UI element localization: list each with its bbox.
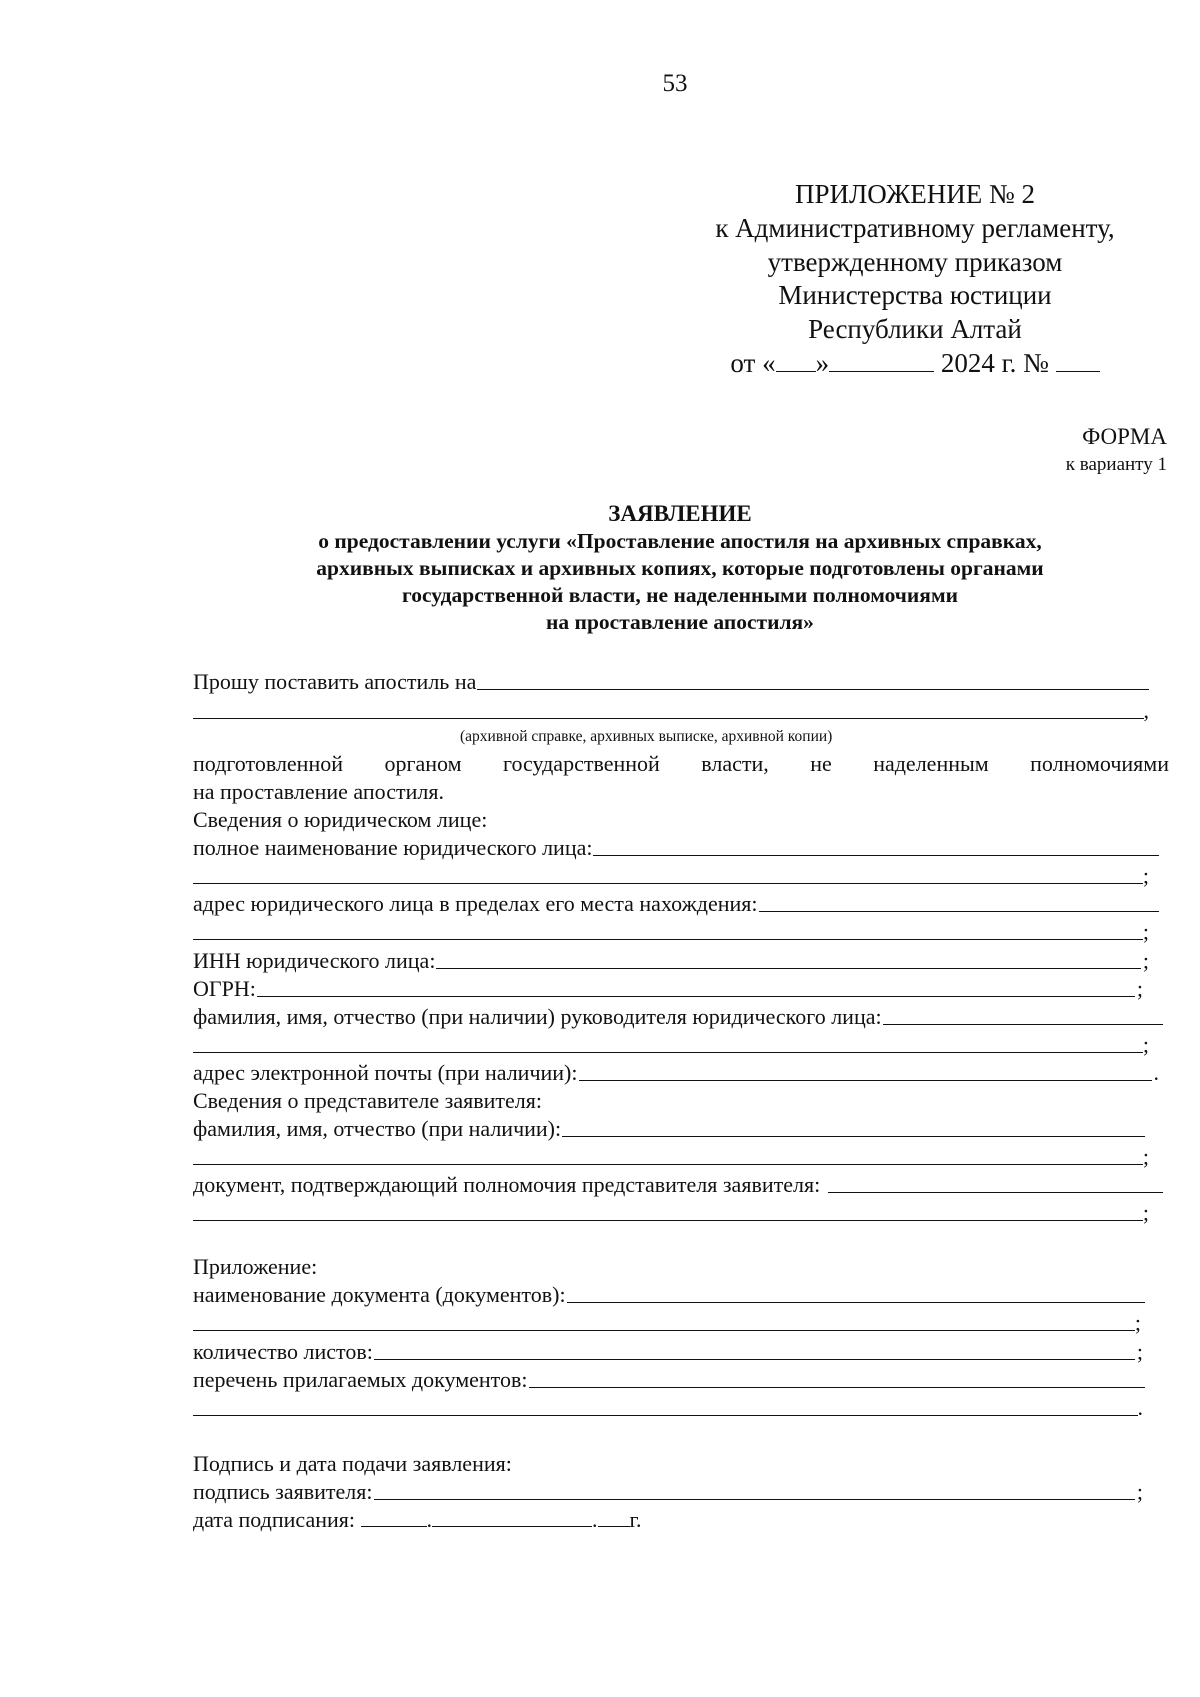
request-hint: (архивной справке, архивных выписке, архивной копии) [460,728,833,745]
attachment-list-line-2 [193,1394,1143,1421]
head-name-blank-2[interactable] [193,1052,1143,1053]
page-number: 53 [662,70,688,97]
legal-address-blank[interactable] [759,911,1159,912]
sheet-count-field [193,1338,1143,1365]
request-field [193,668,1149,695]
title-line-3: государственной власти, не наделенными полномочиями [402,583,958,607]
prepared-word: государственной [503,751,660,776]
email-blank[interactable] [579,1080,1152,1081]
signature-field [193,1478,1143,1505]
semicolon: ; [1134,1310,1141,1335]
attachment-doc-name-line-2 [193,1309,1141,1336]
semicolon: ; [1142,919,1149,944]
rep-document-field [193,1171,1163,1198]
title-line-4: на проставление апостиля» [546,610,814,634]
title-line-2: архивных выписках и архивных копиях, которые подготовлены органами [316,556,1044,580]
approval-date-line [630,347,1200,380]
head-name-blank[interactable] [883,1024,1163,1025]
year-suffix: г. [629,1507,642,1532]
legal-address-line-2 [193,918,1149,945]
semicolon: ; [1136,976,1143,1001]
rep-document-label: документ, подтверждающий полномочия представителя заявителя: [193,1172,821,1197]
day-blank[interactable] [776,351,816,372]
legal-address-field [193,890,1159,917]
prepared-word: власти, [701,751,769,776]
dot: . [426,1507,432,1532]
legal-address-blank-2[interactable] [193,939,1143,940]
dot: . [592,1507,598,1532]
signing-date-label: дата подписания: [193,1507,355,1532]
legal-full-name-line-2 [193,862,1149,889]
inn-field [193,947,1149,974]
rep-name-blank[interactable] [562,1136,1145,1137]
ogrn-blank[interactable] [257,996,1135,997]
ogrn-field [193,975,1143,1002]
approval-line-ministry: Министерства юстиции [778,280,1052,310]
semicolon: ; [1142,1032,1149,1057]
inn-label: ИНН юридического лица: [193,948,436,973]
approval-line-regulation: к Административному регламенту, [715,213,1115,243]
title-block [170,500,1190,650]
rep-document-blank[interactable] [828,1192,1163,1193]
comma: , [1143,698,1149,723]
date-mid: » [815,348,830,378]
prepared-word: наделенным [873,751,989,776]
head-name-field [193,1003,1163,1030]
prepared-word: полномочиями [1030,751,1169,776]
legal-full-name-field [193,834,1159,861]
approval-title: ПРИЛОЖЕНИЕ № 2 [794,179,1036,209]
signing-date-line [193,1506,642,1533]
rep-name-line-2 [193,1143,1149,1170]
form-variant: к варианту 1 [1065,454,1167,475]
attachment-list-label: перечень прилагаемых документов: [193,1367,528,1392]
period: . [1137,1395,1143,1420]
sheet-count-blank[interactable] [374,1359,1135,1360]
prepared-word: органом [384,751,462,776]
rep-heading: Сведения о представителе заявителя: [193,1088,542,1113]
prepared-line [193,750,1169,777]
document-title: ЗАЯВЛЕНИЕ [608,501,752,526]
legal-full-name-blank-2[interactable] [193,883,1143,884]
ogrn-label: ОГРН: [193,976,256,1001]
request-blank[interactable] [477,689,1149,690]
prepared-line-2: на проставление апостиля. [193,779,444,804]
attachment-doc-name-field [193,1281,1145,1308]
attachment-doc-name-blank-2[interactable] [193,1330,1135,1331]
signature-label: подпись заявителя: [193,1479,373,1504]
legal-heading: Сведения о юридическом лице: [193,807,488,832]
signature-blank[interactable] [374,1499,1135,1500]
inn-blank[interactable] [436,968,1140,969]
request-line-2 [193,697,1149,724]
approval-line-approved: утвержденному приказом [767,247,1063,277]
attachment-list-blank[interactable] [529,1387,1145,1388]
attachment-list-blank-2[interactable] [193,1415,1138,1416]
semicolon: ; [1142,948,1149,973]
date-year: 2024 г. № [940,348,1049,378]
title-line-1: о предоставлении услуги «Проставление апостиля на архивных справках, [318,529,1042,553]
request-label: Прошу поставить апостиль на [193,669,477,694]
rep-document-blank-2[interactable] [193,1220,1143,1221]
rep-name-blank-2[interactable] [193,1164,1143,1165]
month-blank[interactable] [829,351,934,372]
date-prefix: от « [730,348,776,378]
attachment-doc-name-label: наименование документа (документов): [193,1282,566,1307]
prepared-word: подготовленной [193,751,344,776]
rep-document-line-2 [193,1199,1149,1226]
prepared-word: не [810,751,832,776]
attachment-list-field [193,1366,1145,1393]
semicolon: ; [1142,1200,1149,1225]
approval-line-republic: Республики Алтай [808,314,1022,344]
signing-month-blank[interactable] [432,1506,592,1527]
attachment-doc-name-blank[interactable] [567,1302,1145,1303]
email-label: адрес электронной почты (при наличии): [193,1060,578,1085]
signing-day-blank[interactable] [361,1506,427,1527]
legal-full-name-label: полное наименование юридического лица: [193,835,593,860]
semicolon: ; [1136,1479,1143,1504]
legal-address-label: адрес юридического лица в пределах его места нахождения: [193,891,758,916]
rep-name-label: фамилия, имя, отчество (при наличии): [193,1116,562,1141]
semicolon: ; [1142,1144,1149,1169]
head-name-label: фамилия, имя, отчество (при наличии) руководителя юридического лица: [193,1004,882,1029]
period: . [1153,1060,1159,1085]
signing-year-blank[interactable] [598,1506,630,1527]
form-label: ФОРМА [1082,424,1167,449]
attachments-heading: Приложение: [193,1254,318,1279]
request-blank-2[interactable] [193,718,1144,719]
sheet-count-label: количество листов: [193,1339,373,1364]
email-field [193,1059,1159,1086]
legal-full-name-blank[interactable] [593,855,1159,856]
head-name-line-2 [193,1031,1149,1058]
number-blank[interactable] [1056,351,1100,372]
semicolon: ; [1142,863,1149,888]
semicolon: ; [1136,1339,1143,1364]
signature-heading: Подпись и дата подачи заявления: [193,1451,512,1476]
rep-name-field [193,1115,1145,1142]
approval-block [630,0,1200,420]
